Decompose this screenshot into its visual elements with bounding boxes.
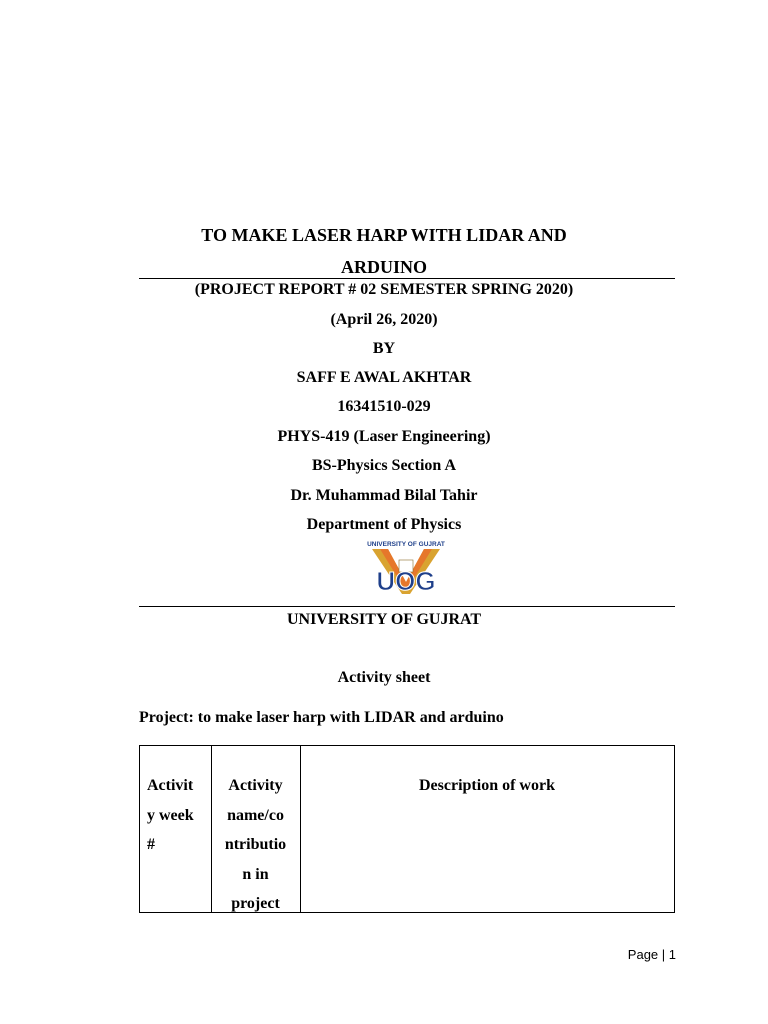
by-line: BY bbox=[372, 340, 396, 357]
table-header-week-line: Activit bbox=[147, 777, 194, 794]
roll-number: 16341510-029 bbox=[337, 398, 431, 415]
date-line: (April 26, 2020) bbox=[330, 311, 438, 328]
activity-table bbox=[139, 745, 675, 913]
course-name: PHYS-419 (Laser Engineering) bbox=[277, 428, 491, 445]
table-header-week-line: # bbox=[147, 836, 155, 853]
document-title-line-1: TO MAKE LASER HARP WITH LIDAR AND bbox=[201, 225, 567, 245]
supervisor-name: Dr. Muhammad Bilal Tahir bbox=[290, 487, 478, 504]
university-divider bbox=[139, 606, 675, 607]
page-number: Page | 1 bbox=[627, 947, 676, 962]
department-name: Department of Physics bbox=[306, 516, 462, 533]
table-header-week bbox=[147, 771, 194, 860]
table-header-activity bbox=[211, 771, 300, 919]
logo-top-text: UNIVERSITY OF GUJRAT bbox=[367, 541, 445, 548]
project-line: Project: to make laser harp with LIDAR and arduino bbox=[139, 709, 504, 726]
university-logo bbox=[350, 538, 462, 600]
university-name: UNIVERSITY OF GUJRAT bbox=[286, 611, 482, 628]
table-header-activity-line: ntributio bbox=[224, 836, 287, 853]
table-header-activity-line: project bbox=[231, 895, 280, 912]
program-name: BS-Physics Section A bbox=[311, 457, 456, 474]
table-header-activity-line: name/co bbox=[227, 806, 284, 824]
table-header-activity-line: n in bbox=[242, 865, 269, 883]
table-header-description: Description of work bbox=[419, 777, 555, 794]
logo-letters: UOG bbox=[376, 566, 436, 596]
table-header-week-line: y week bbox=[147, 806, 194, 824]
author-name: SAFF E AWAL AKHTAR bbox=[296, 369, 472, 386]
activity-heading: Activity sheet bbox=[337, 669, 431, 686]
title-divider bbox=[139, 278, 675, 279]
report-line: (PROJECT REPORT # 02 SEMESTER SPRING 2020) bbox=[194, 281, 574, 298]
table-header-activity-line: Activity bbox=[228, 777, 283, 794]
document-title-line-2: ARDUINO bbox=[340, 257, 427, 277]
